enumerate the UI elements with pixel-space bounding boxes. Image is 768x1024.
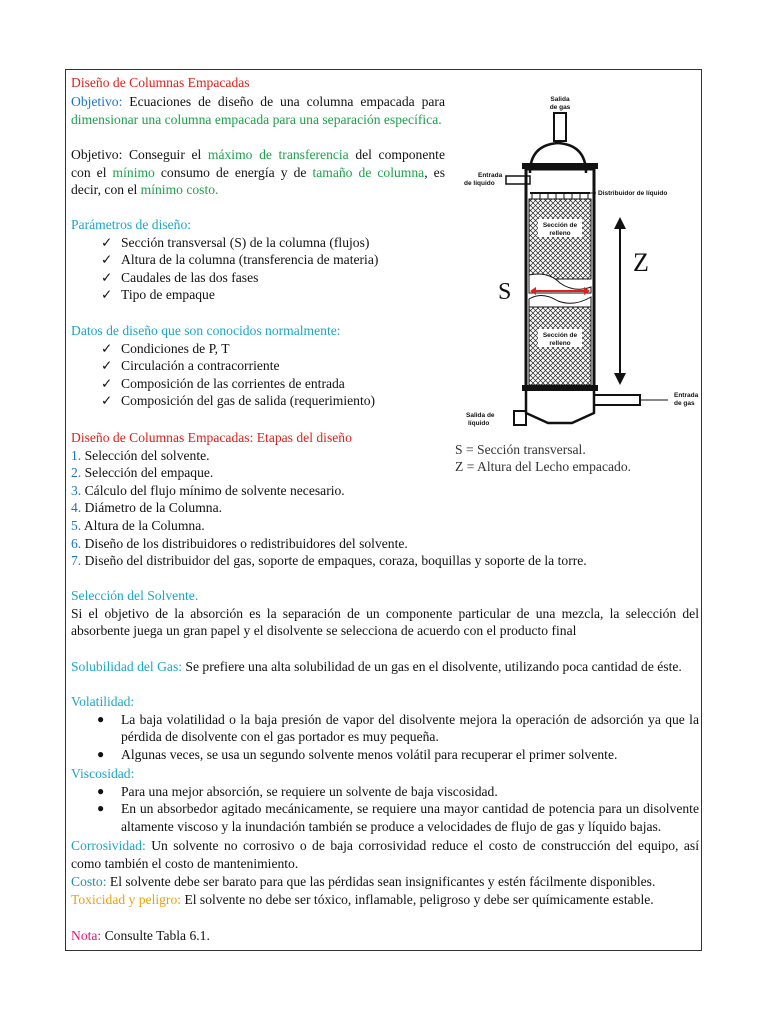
- checkmark-icon: ✓: [101, 287, 113, 303]
- list-item: [71, 746, 699, 764]
- seccion-relleno-1-label: Sección de: [542, 222, 578, 229]
- list-item-text: Tipo de empaque: [121, 287, 215, 303]
- seleccion-section: [71, 587, 699, 640]
- step-number: 4.: [71, 500, 82, 516]
- step-number: 7.: [71, 553, 82, 569]
- list-item: [71, 392, 451, 410]
- parametros-heading: Parámetros de diseño:: [71, 217, 192, 232]
- list-item: [71, 234, 451, 252]
- list-item: [71, 286, 451, 304]
- checkmark-icon: ✓: [101, 340, 113, 356]
- list-item: [71, 269, 451, 287]
- list-item: [71, 800, 699, 835]
- entrada-liquido-label: de líquido: [464, 180, 495, 187]
- viscosidad-section: [71, 765, 699, 835]
- list-item-text: Composición del gas de salida (requerimiento): [121, 393, 376, 409]
- bullet-icon: ●: [97, 746, 105, 761]
- step-text: Diseño de los distribuidores o redistribuidores del solvente.: [81, 535, 408, 551]
- objective-2-highlight: tamaño de columna: [312, 164, 425, 180]
- list-item: [71, 357, 451, 375]
- datos-heading: Datos de diseño que son conocidos normalmente:: [71, 323, 341, 338]
- caption-z: Z = Altura del Lecho empacado.: [455, 459, 632, 474]
- parametros-section: [71, 216, 451, 304]
- diagram-caption: [455, 441, 631, 475]
- step-text: Diseño del distribuidor del gas, soporte de empaques, coraza, boquillas y soporte de la torre.: [81, 553, 587, 569]
- s-label: S: [498, 279, 512, 305]
- etapas-heading: Diseño de Columnas Empacadas: Etapas del diseño: [71, 430, 352, 445]
- objective-1-text-a: Ecuaciones de diseño de una columna empacada para: [122, 94, 445, 109]
- checkmark-icon: ✓: [101, 252, 113, 268]
- entrada-liquido-label: Entrada: [478, 172, 503, 179]
- costo-label: Costo:: [71, 874, 107, 889]
- objective-2-text: del componente: [348, 147, 445, 162]
- toxicidad-text: El solvente no debe ser tóxico, inflamable, peligroso y debe ser químicamente estable.: [181, 892, 654, 907]
- objective-1-text-b: dimensionar una columna empacada para una separación específica.: [71, 111, 442, 127]
- seleccion-text: Si el objetivo de la absorción es la separación de un componente particular de una mezcla, la selección del absorbente juega un gran papel y el disolvente se selecciona de acuerdo con el producto final: [71, 605, 699, 639]
- objective-2-highlight: mínimo: [112, 164, 155, 180]
- list-item-text: La baja volatilidad o la baja presión de vapor del disolvente mejora la operación de adsorción ya que la pérdida de disolvente con el gas portador es muy pequeña.: [121, 711, 699, 745]
- seleccion-heading: Selección del Solvente.: [71, 588, 199, 603]
- salida-gas-label: Salida: [550, 96, 570, 103]
- list-item-text: Algunas veces, se usa un segundo solvente menos volátil para recuperar el primer solvente.: [121, 746, 618, 762]
- distribuidor-label: Distribuidor de líquido: [598, 190, 668, 197]
- step-text: Selección del empaque.: [81, 465, 214, 481]
- list-item-text: Composición de las corrientes de entrada: [121, 375, 345, 391]
- step-number: 6.: [71, 535, 82, 551]
- bullet-icon: ●: [97, 783, 105, 798]
- list-item-text: Caudales de las dos fases: [121, 269, 259, 285]
- salida-gas-label: de gas: [549, 104, 571, 111]
- list-item: [71, 517, 699, 535]
- objective-2: [71, 146, 445, 199]
- nota-text: Consulte Tabla 6.1.: [101, 928, 210, 943]
- step-number: 2.: [71, 465, 82, 481]
- objective-1: [71, 93, 445, 128]
- z-arrow: [614, 217, 626, 385]
- corrosividad-label: Corrosividad:: [71, 838, 146, 853]
- objective-1-label: Objetivo:: [71, 94, 123, 109]
- checkmark-icon: ✓: [101, 375, 113, 391]
- step-text: Cálculo del flujo mínimo de solvente necesario.: [81, 482, 345, 498]
- list-item: [71, 535, 699, 553]
- corrosividad-text: Un solvente no corrosivo o de baja corrosividad reduce el costo de construcción del equipo, así como también el costo de mantenimiento.: [71, 838, 699, 871]
- step-text: Selección del solvente.: [81, 447, 210, 463]
- viscosidad-heading: Viscosidad:: [71, 766, 135, 781]
- checkmark-icon: ✓: [101, 358, 113, 374]
- step-text: Diámetro de la Columna.: [81, 500, 223, 516]
- costo-paragraph: [71, 873, 699, 891]
- list-item-text: Condiciones de P, T: [121, 340, 230, 356]
- objective-2-text: Objetivo: Conseguir el: [71, 147, 208, 162]
- document-title: Diseño de Columnas Empacadas: [71, 75, 250, 90]
- seccion-relleno-1-label: relleno: [549, 230, 571, 237]
- salida-liquido-label: líquido: [468, 420, 490, 427]
- list-item-text: Sección transversal (S) de la columna (flujos): [121, 234, 370, 250]
- step-number: 1.: [71, 447, 82, 463]
- step-number: 3.: [71, 482, 82, 498]
- z-label: Z: [633, 248, 649, 277]
- list-item-text: Altura de la columna (transferencia de materia): [121, 252, 379, 268]
- list-item-text: Circulación a contracorriente: [121, 358, 280, 374]
- toxicidad-paragraph: [71, 891, 699, 909]
- list-item: [71, 251, 451, 269]
- bullet-icon: ●: [97, 711, 105, 726]
- solubilidad-paragraph: [71, 658, 699, 676]
- volatilidad-section: [71, 693, 699, 763]
- checkmark-icon: ✓: [101, 234, 113, 250]
- objective-2-highlight: mínimo costo.: [140, 182, 219, 198]
- bullet-icon: ●: [97, 801, 105, 816]
- nota-paragraph: [71, 927, 699, 945]
- volatilidad-heading: Volatilidad:: [71, 694, 135, 709]
- list-item: [71, 482, 699, 500]
- checkmark-icon: ✓: [101, 269, 113, 285]
- salida-liquido-label: Salida de: [466, 412, 495, 419]
- toxicidad-label: Toxicidad y peligro:: [71, 892, 182, 907]
- list-item: [71, 783, 699, 801]
- solubilidad-text: Se prefiere una alta solubilidad de un gas en el disolvente, utilizando poca cantidad de éste.: [182, 659, 682, 674]
- entrada-gas-label: de gas: [674, 400, 695, 407]
- objective-2-text: consumo de energía y de: [154, 164, 313, 180]
- list-item: [71, 375, 451, 393]
- packed-column-diagram: [458, 93, 703, 431]
- list-item-text: En un absorbedor agitado mecánicamente, se requiere una mayor cantidad de potencia para un disolvente altamente viscoso y la inundación también se produce a velocidades de flujo de gas y líquido bajas.: [121, 801, 699, 834]
- caption-s: S = Sección transversal.: [455, 442, 586, 457]
- objective-2-text: decir, con el: [71, 182, 141, 198]
- costo-text: El solvente debe ser barato para que las pérdidas sean insignificantes y estén fácilmente disponibles.: [106, 874, 656, 889]
- list-item: [71, 711, 699, 746]
- nota-label: Nota:: [71, 928, 102, 943]
- step-text: Altura de la Columna.: [81, 517, 205, 533]
- objective-2-text: con el: [71, 164, 113, 180]
- list-item-text: Para una mejor absorción, se requiere un solvente de baja viscosidad.: [121, 783, 498, 799]
- list-item: [71, 340, 451, 358]
- step-number: 5.: [71, 517, 82, 533]
- checkmark-icon: ✓: [101, 393, 113, 409]
- list-item: [71, 552, 699, 570]
- list-item: [71, 499, 699, 517]
- datos-section: [71, 322, 451, 410]
- solubilidad-label: Solubilidad del Gas:: [71, 659, 183, 674]
- entrada-gas-label: Entrada: [674, 392, 699, 399]
- objective-2-text: , es: [424, 164, 445, 180]
- corrosividad-paragraph: [71, 837, 699, 872]
- seccion-relleno-2-label: Sección de: [542, 332, 578, 339]
- objective-2-highlight: máximo de transferencia: [207, 147, 349, 162]
- seccion-relleno-2-label: relleno: [549, 340, 571, 347]
